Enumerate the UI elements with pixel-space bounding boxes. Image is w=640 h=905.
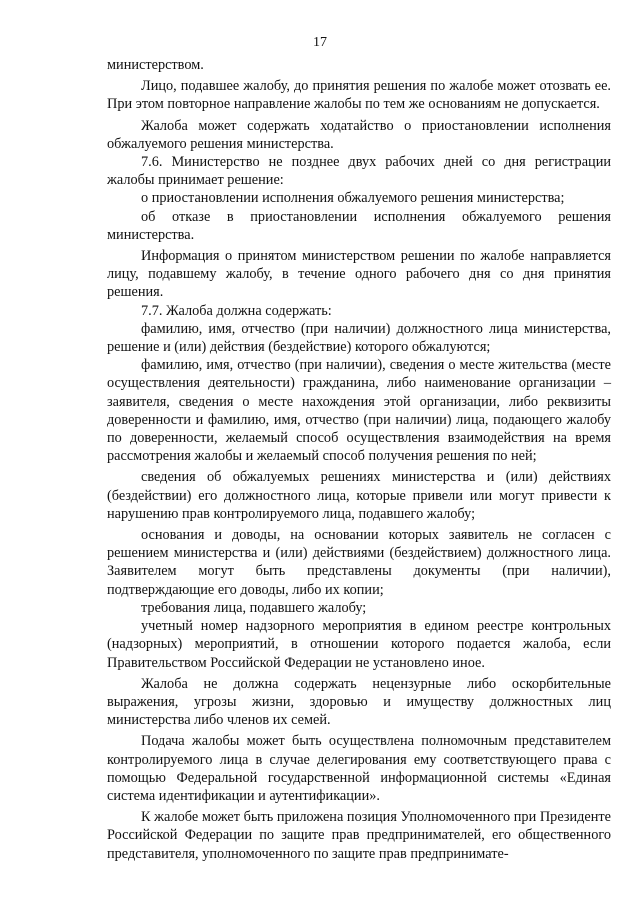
paragraph: фамилию, имя, отчество (при наличии), сведения о месте жительства (месте осуществления деятельности) гражданина, либо наименование организации – заявителя, сведения о месте нахождения этой организации, либо реквизиты доверенности и фамилию, имя, отчество (при наличии) лица, подающего жалобу по доверенности, желаемый способ осуществления взаимодействия на время рассмотрения жалобы и желаемый способ получения решения по ней; <box>107 357 611 465</box>
body-text <box>107 56 611 863</box>
paragraph: фамилию, имя, отчество (при наличии) должностного лица министерства, решение и (или) действия (бездействие) которого обжалуются; <box>107 320 611 356</box>
paragraph: К жалобе может быть приложена позиция Уполномоченного при Президенте Российской Федерации по защите прав предпринимателей, его общественного представителя, уполномоченного по защите прав предпринимате- <box>107 809 611 862</box>
paragraph: Лицо, подавшее жалобу, до принятия решения по жалобе может отозвать ее. При этом повторное направление жалобы по тем же основаниям не допускается. <box>107 78 611 113</box>
paragraph: Информация о принятом министерством решении по жалобе направляется лицу, подавшему жалобу, в течение одного рабочего дня со дня принятия решения. <box>107 248 611 301</box>
paragraph: 7.6. Министерство не позднее двух рабочих дней со дня регистрации жалобы принимает решение: <box>107 154 611 189</box>
paragraph: 7.7. Жалоба должна содержать: <box>141 302 332 319</box>
paragraph: Жалоба не должна содержать нецензурные либо оскорбительные выражения, угрозы жизни, здоровью и имуществу должностных лиц министерства либо членов их семей. <box>107 675 611 729</box>
paragraph: министерством. <box>107 57 204 73</box>
paragraph: сведения об обжалуемых решениях министерства и (или) действиях (бездействии) его должностного лица, которые привели или могут привести к нарушению прав контролируемого лица, подавшего жалобу; <box>107 469 611 522</box>
paragraph: учетный номер надзорного мероприятия в едином реестре контрольных (надзорных) мероприятий, в отношении которого подается жалоба, если Правительством Российской Федерации не установлено иное. <box>107 618 611 671</box>
paragraph: требования лица, подавшего жалобу; <box>141 599 367 616</box>
page-number: 17 <box>313 35 327 50</box>
paragraph: об отказе в приостановлении исполнения обжалуемого решения министерства. <box>107 208 611 243</box>
paragraph: о приостановлении исполнения обжалуемого решения министерства; <box>141 190 565 207</box>
paragraph: Подача жалобы может быть осуществлена полномочным представителем контролируемого лица в случае делегирования ему соответствующего права с помощью Федеральной государственной информационной системы «Единая система идентификации и аутентификации». <box>107 733 611 804</box>
paragraph: Жалоба может содержать ходатайство о приостановлении исполнения обжалуемого решения министерства. <box>107 117 611 152</box>
paragraph: основания и доводы, на основании которых заявитель не согласен с решением министерства и (или) действиями (бездействием) должностного лица. Заявителем могут быть представлены документы (при наличии), подтверждающие его доводы, либо их копии; <box>107 527 611 598</box>
